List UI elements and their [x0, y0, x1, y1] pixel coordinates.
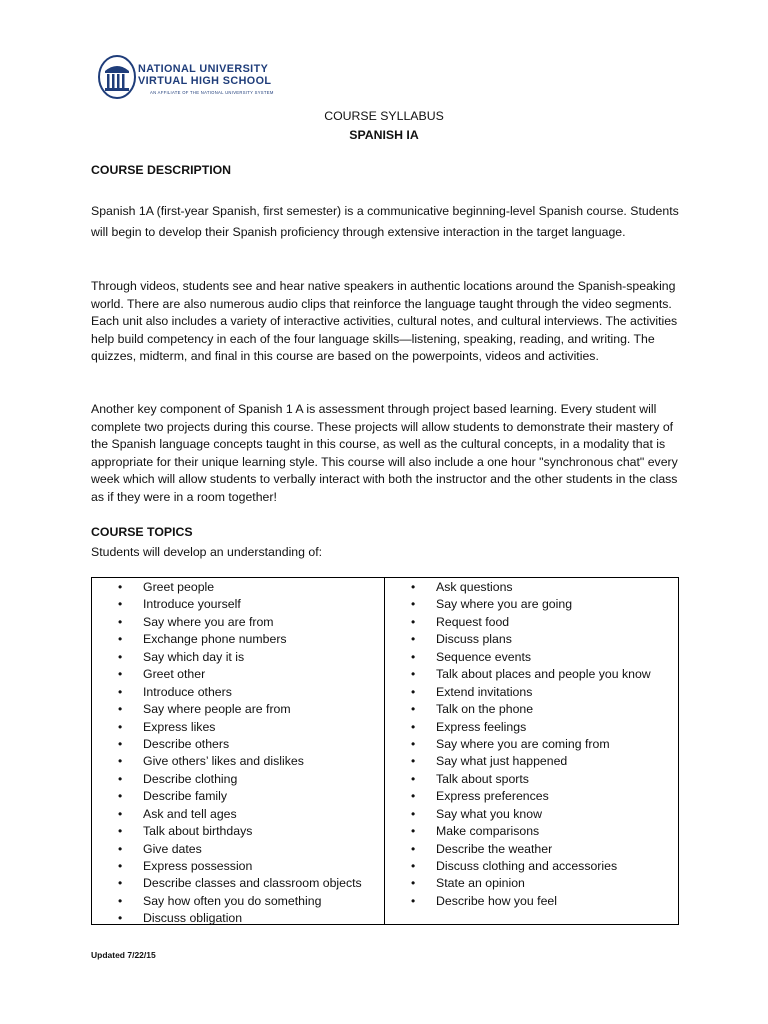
topic-item: • Discuss obligation [92, 910, 384, 927]
topic-item: • Make comparisons [385, 823, 678, 840]
topic-item: • Talk about sports [385, 771, 678, 788]
topics-table [91, 577, 679, 925]
topic-item: • Greet people [92, 579, 384, 596]
topic-item: • Ask questions [385, 579, 678, 596]
updated-date: Updated 7/22/15 [91, 950, 156, 960]
topic-item: • Say where you are from [92, 614, 384, 631]
topic-item: • Describe others [92, 736, 384, 753]
logo-name-line2: VIRTUAL HIGH SCHOOL [138, 75, 272, 87]
topic-item: • Say where people are from [92, 701, 384, 718]
topic-item: • Give others’ likes and dislikes [92, 753, 384, 770]
course-description-heading: COURSE DESCRIPTION [91, 163, 232, 177]
topic-item: • Talk on the phone [385, 701, 678, 718]
topics-column-left [92, 578, 385, 924]
topic-item: • Describe classes and classroom objects [92, 875, 384, 892]
topic-item: • Discuss plans [385, 631, 678, 648]
topic-item: • Request food [385, 614, 678, 631]
topic-item: • Express possession [92, 858, 384, 875]
topic-item: • Say how often you do something [92, 893, 384, 910]
topic-item: • Introduce others [92, 684, 384, 701]
topics-list-right [385, 579, 678, 910]
topic-item: • Describe family [92, 788, 384, 805]
topic-item: • Say what just happened [385, 753, 678, 770]
course-name: SPANISH IA [349, 128, 419, 142]
topic-item: • Express preferences [385, 788, 678, 805]
topic-item: • Exchange phone numbers [92, 631, 384, 648]
logo-affiliate-line: AN AFFILIATE OF THE NATIONAL UNIVERSITY SYSTEM [150, 90, 274, 95]
topic-item: • Say where you are coming from [385, 736, 678, 753]
topic-item: • Extend invitations [385, 684, 678, 701]
course-topics-heading: COURSE TOPICS [91, 525, 193, 539]
topic-item: • Say what you know [385, 806, 678, 823]
topic-item: • Discuss clothing and accessories [385, 858, 678, 875]
topic-item: • Give dates [92, 841, 384, 858]
topic-item: • Describe the weather [385, 841, 678, 858]
school-logo [98, 55, 298, 101]
topic-item: • Say which day it is [92, 649, 384, 666]
topic-item: • Talk about birthdays [92, 823, 384, 840]
topics-list-left [92, 579, 384, 928]
topic-item: • State an opinion [385, 875, 678, 892]
description-paragraph: Another key component of Spanish 1 A is assessment through project based learning. Every student will complete two projects during this course. These projects will allow students to demonstrate their mastery of the Spanish language concepts taught in this course, as well as the cultural concepts, in a modality that is appropriate for their unique learning style. This course will also include a one hour "synchronous chat" every week which will allow students to verbally interact with both the instructor and the other students in the class as if they were in a room together! [91, 402, 678, 504]
topic-item: • Talk about places and people you know [385, 666, 678, 683]
logo-building-icon [98, 55, 136, 99]
topic-item: • Describe how you feel [385, 893, 678, 910]
topic-item: • Say where you are going [385, 596, 678, 613]
topic-item: • Sequence events [385, 649, 678, 666]
topic-item: • Ask and tell ages [92, 806, 384, 823]
document-title: COURSE SYLLABUS [324, 109, 444, 123]
description-paragraph: Spanish 1A (first-year Spanish, first semester) is a communicative beginning-level Spanish course. Students will begin to develop their Spanish proficiency through extensive interaction in the target language. [91, 204, 679, 239]
topics-column-right [385, 578, 678, 924]
topic-item: • Describe clothing [92, 771, 384, 788]
topic-item: • Introduce yourself [92, 596, 384, 613]
description-paragraph: Through videos, students see and hear native speakers in authentic locations around the Spanish-speaking world. There are also numerous audio clips that reinforce the language taught through the video segments. Each unit also includes a variety of interactive activities, cultural notes, and cultural interviews. The activities help build competency in each of the four language skills—listening, speaking, reading, and writing. The quizzes, midterm, and final in this course are based on the powerpoints, videos and activities. [91, 279, 678, 363]
topic-item: • Express likes [92, 719, 384, 736]
logo-name-line1: NATIONAL UNIVERSITY [138, 63, 269, 75]
topic-item: • Greet other [92, 666, 384, 683]
topic-item: • Express feelings [385, 719, 678, 736]
topics-intro: Students will develop an understanding of: [91, 545, 323, 559]
